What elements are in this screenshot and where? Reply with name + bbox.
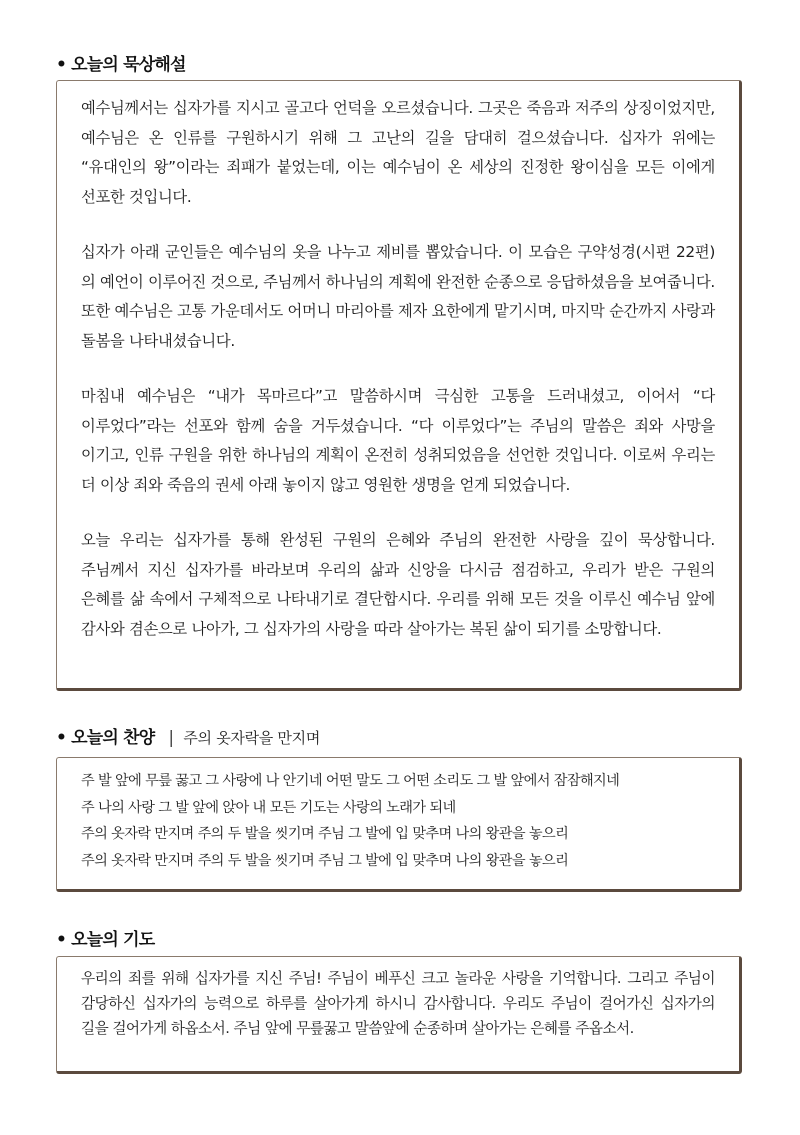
- prayer-text: 우리의 죄를 위해 십자가를 지신 주님! 주님이 베푸신 크고 놀라운 사랑을 기억합니다. 그리고 주님이 감당하신 십자가의 능력으로 하루를 살아가게 하시니 감사합니다. 우리도 주님이 걸어가신 십자가의 길을 걸어가게 하옵소서. 주님 앞에 무릎꿇고 말씀앞에 순종하며 살아가는 은혜를 주옵소서.: [81, 970, 715, 1037]
- hymn-box: [56, 757, 742, 892]
- meditation-heading: [56, 50, 186, 75]
- hymn-line-1: 주 발 앞에 무릎 꿇고 그 사랑에 나 안기네 어떤 말도 그 어떤 소리도 그 발 앞에서 잠잠해지네: [81, 773, 620, 789]
- hymn-separator: |: [168, 728, 174, 748]
- prayer-title: • 오늘의 기도: [56, 930, 155, 950]
- hymn-line-4: 주의 옷자락 만지며 주의 두 발을 씻기며 주님 그 발에 입 맞추며 나의 왕관을 놓으리: [81, 852, 569, 869]
- hymn-title: • 오늘의 찬양: [56, 728, 155, 748]
- meditation-paragraph-3: 마침내 예수님은 “내가 목마르다”고 말씀하시며 극심한 고통을 드러내셨고, 이어서 “다 이루었다”라는 선포와 함께 숨을 거두셨습니다. “다 이루었다”는 주님의 말씀은 죄와 사망을 이기고, 인류 구원을 위한 하나님의 계획이 온전히 성취되었음을 선언한 것입니다. 이로써 우리는 더 이상 죄와 죽음의 권세 아래 놓이지 않고 영원한 생명을 얻게 되었습니다.: [81, 387, 715, 494]
- hymn-heading: [56, 723, 320, 748]
- meditation-paragraph-2: 십자가 아래 군인들은 예수님의 옷을 나누고 제비를 뽑았습니다. 이 모습은 구약성경(시편 22편)의 예언이 이루어진 것으로, 주님께서 하나님의 계획에 완전한 순종으로 응답하셨음을 보여줍니다. 또한 예수님은 고통 가운데서도 어머니 마리아를 제자 요한에게 맡기시며, 마지막 순간까지 사랑과 돌봄을 나타내셨습니다.: [81, 243, 715, 350]
- prayer-box: [56, 956, 742, 1074]
- meditation-box: [56, 80, 742, 691]
- meditation-paragraph-1: 예수님께서는 십자가를 지시고 골고다 언덕을 오르셨습니다. 그곳은 죽음과 저주의 상징이었지만, 예수님은 온 인류를 구원하시기 위해 그 고난의 길을 담대히 걸으셨습니다. 십자가 위에는 “유대인의 왕”이라는 죄패가 붙었는데, 이는 예수님이 온 세상의 진정한 왕이심을 모든 이에게 선포한 것입니다.: [81, 99, 715, 206]
- meditation-paragraph-4: 오늘 우리는 십자가를 통해 완성된 구원의 은혜와 주님의 완전한 사랑을 깊이 묵상합니다. 주님께서 지신 십자가를 바라보며 우리의 삶과 신앙을 다시금 점검하고, 우리가 받은 구원의 은혜를 삶 속에서 구체적으로 나타내기로 결단합시다. 우리를 위해 모든 것을 이루신 예수님 앞에 감사와 겸손으로 나아가, 그 십자가의 사랑을 따라 살아가는 복된 삶이 되기를 소망합니다.: [81, 531, 715, 638]
- hymn-song-title: 주의 옷자락을 만지며: [183, 729, 321, 747]
- hymn-line-3: 주의 옷자락 만지며 주의 두 발을 씻기며 주님 그 발에 입 맞추며 나의 왕관을 놓으리: [81, 826, 569, 842]
- meditation-title: • 오늘의 묵상해설: [56, 55, 186, 75]
- prayer-heading: [56, 925, 154, 950]
- hymn-line-2: 주 나의 사랑 그 발 앞에 앉아 내 모든 기도는 사랑의 노래가 되네: [81, 799, 456, 816]
